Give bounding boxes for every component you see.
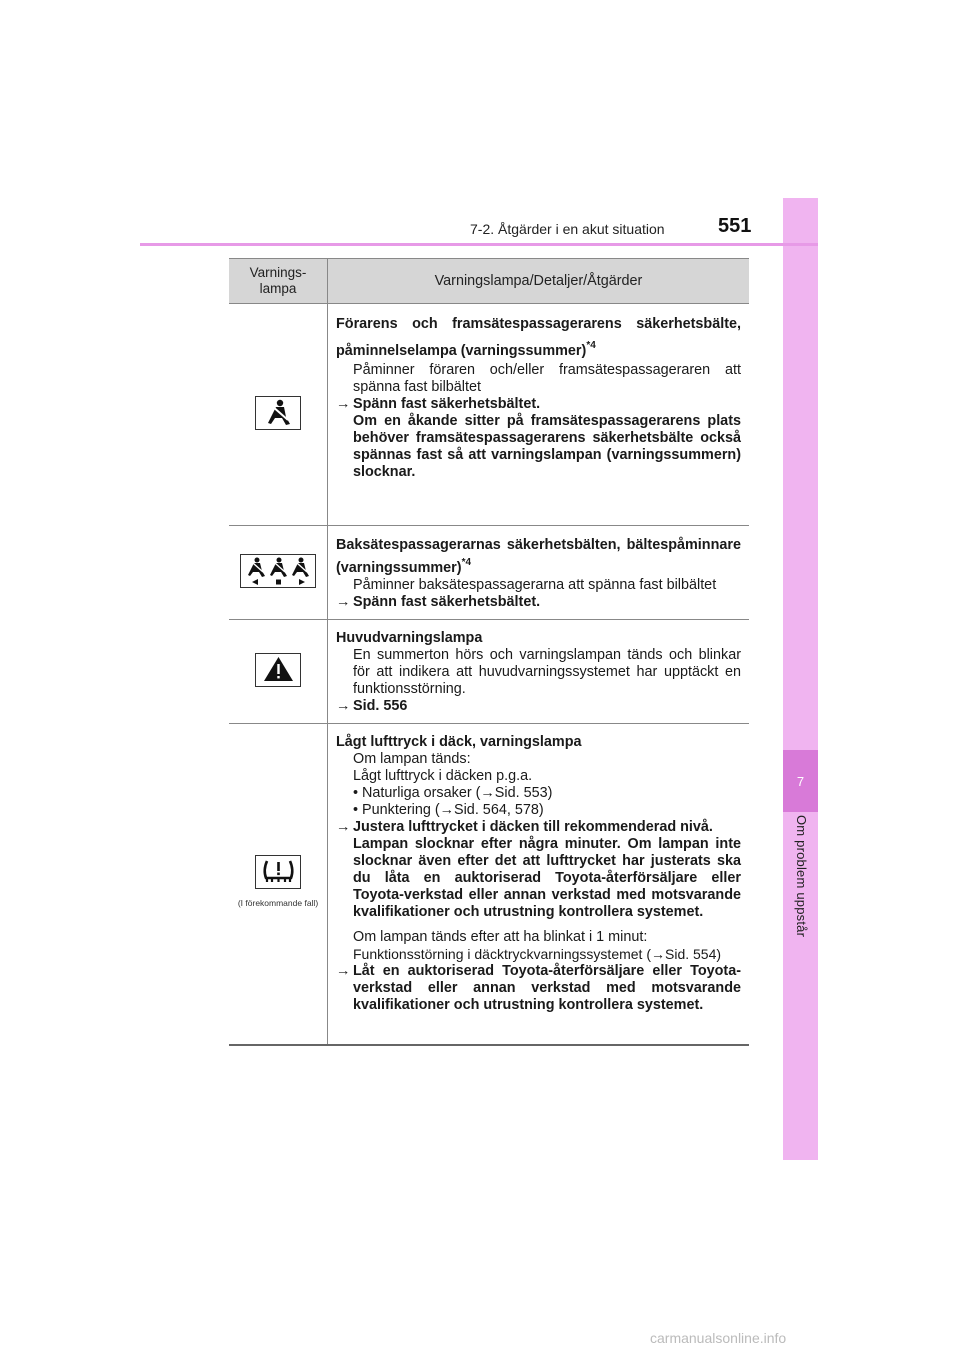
row-title: Baksätespassagerarnas säkerhetsbälten, bältespåminnare (varningssummer)$^{*4}$	[336, 537, 741, 576]
tire-pressure-icon	[255, 855, 301, 889]
row-line: Om lampan tänds efter att ha blinkat i 1 minut:	[353, 929, 648, 945]
table-header-row	[229, 259, 749, 304]
row-line: Funktionsstörning i däcktryckvarningssystemet (→Sid. 554)	[353, 946, 722, 962]
row-action-detail: Lampan slocknar efter några minuter. Om lampan inte slocknar även efter det att lufttrycket har justerats ska du låta en auktoriserad Toyota-återförsäljare eller Toyota-verkstad eller annan verkstad med motsvarande kvalifikationer och utrustning kontrollera systemet.	[353, 836, 741, 920]
icon-cell	[229, 620, 328, 724]
row-action: → Justera lufttrycket i däcken till rekommenderad nivå.	[336, 819, 713, 835]
rear-seatbelts-icon	[240, 554, 316, 588]
row-description: En summerton hörs och varningslampan tänds och blinkar för att indikera att huvudvarningssystemet har upptäckt en funktionsstörning.	[353, 647, 741, 697]
row-line: Lågt lufttryck i däcken p.g.a.	[353, 768, 533, 784]
row-line: Om lampan tänds:	[353, 751, 471, 767]
footer-watermark: carmanualsonline.info	[650, 1330, 787, 1346]
row-bullet: • Punktering (→Sid. 564, 578)	[353, 802, 544, 818]
col-header-lamp: Varnings- lampa	[229, 259, 328, 304]
row-action: → Sid. 556	[336, 698, 408, 714]
section-title: 7-2. Åtgärder i en akut situation	[470, 221, 665, 237]
icon-cell	[229, 304, 328, 526]
master-warning-icon	[255, 653, 301, 687]
row-title: Lågt lufttryck i däck, varningslampa	[336, 734, 582, 750]
details-cell	[328, 724, 750, 1045]
table-row	[229, 526, 749, 620]
row-action: → Spänn fast säkerhetsbältet.	[336, 396, 541, 412]
icon-cell	[229, 526, 328, 620]
details-cell	[328, 620, 750, 724]
row-title: Huvudvarningslampa	[336, 630, 483, 646]
row-bullet: • Naturliga orsaker (→Sid. 553)	[353, 785, 553, 801]
page-number: 551	[718, 215, 752, 237]
seatbelt-icon	[255, 396, 301, 430]
table-row	[229, 304, 749, 526]
row-action: → Spänn fast säkerhetsbältet.	[336, 594, 541, 610]
warning-lights-table	[229, 258, 749, 1046]
header-rule	[140, 243, 818, 246]
chapter-title: Om problem uppstår	[794, 815, 809, 938]
icon-caption: (I förekommande fall)	[237, 898, 319, 909]
details-cell	[328, 526, 750, 620]
table-row	[229, 724, 749, 1045]
details-cell	[328, 304, 750, 526]
col-header-details: Varningslampa/Detaljer/Åtgärder	[328, 259, 750, 304]
row-description: Påminner baksätespassagerarna att spänna fast bilbältet	[353, 577, 717, 593]
row-description: Påminner föraren och/eller framsätespassageraren att spänna fast bilbältet	[353, 362, 741, 395]
row-action: → Låt en auktoriserad Toyota-återförsäljare eller Toyota-verkstad eller annan verkstad med motsvarande kvalifikationer och utrustning kontrollera systemet.	[336, 963, 741, 1013]
chapter-side-tab	[783, 198, 818, 1160]
chapter-number: 7	[783, 750, 818, 812]
icon-cell	[229, 724, 328, 1045]
row-title: Förarens och framsätespassagerarens säkerhetsbälte, påminnelselampa (varningssummer)$^{*4}$	[336, 316, 741, 359]
table-row	[229, 620, 749, 724]
row-action-detail: Om en åkande sitter på framsätespassagerarens plats behöver framsätespassagerarens säkerhetsbälte också spännas fast så att varningslampan (varningssummern) slocknar.	[353, 413, 741, 480]
